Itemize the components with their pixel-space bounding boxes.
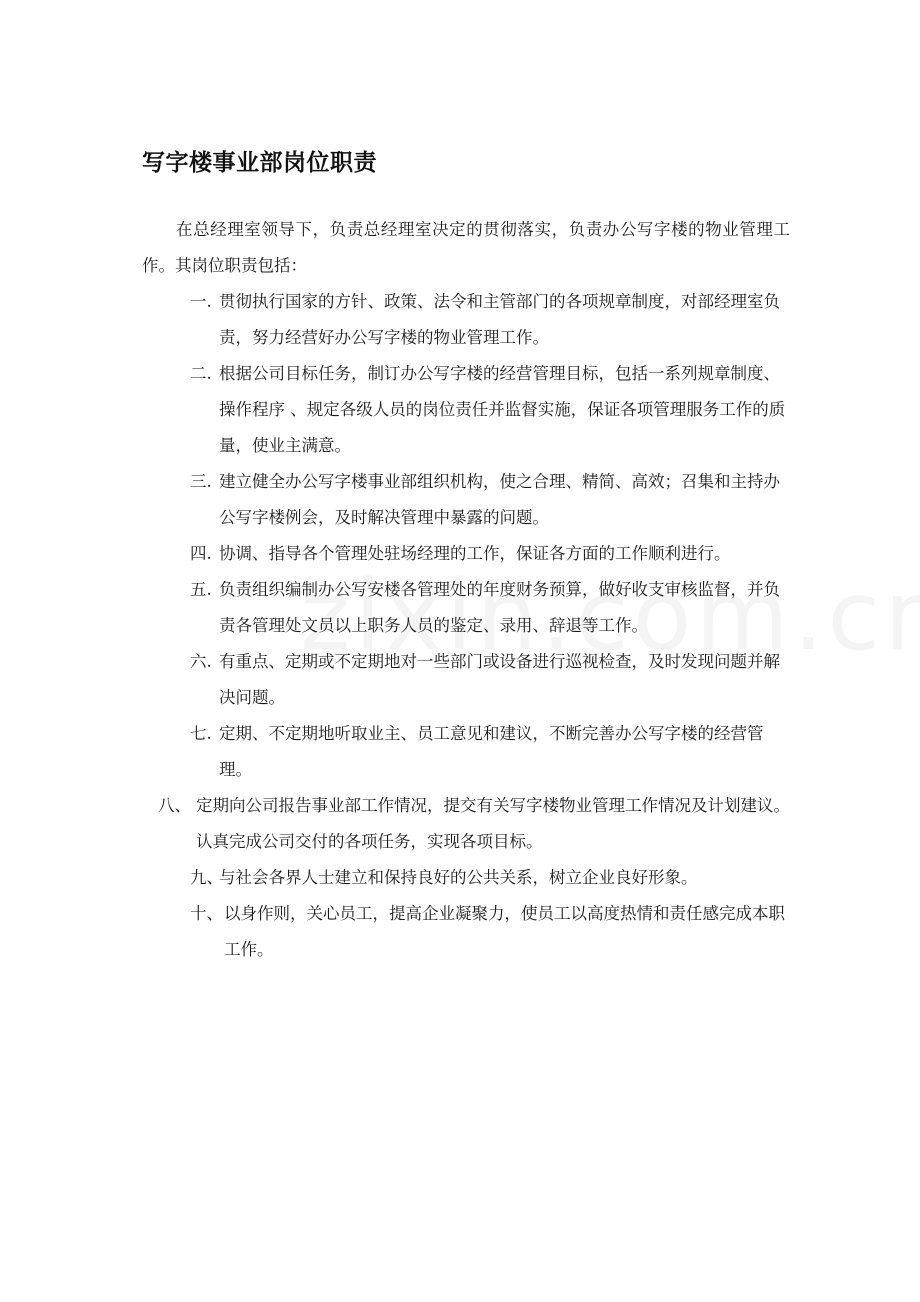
item-number: 十、 — [190, 904, 223, 923]
item-text — [190, 644, 790, 716]
list-item — [158, 788, 790, 860]
list-item — [190, 464, 790, 536]
item-text — [158, 788, 790, 860]
item-text-content: 根据公司目标任务，制订办公写字楼的经营管理目标，包括一系列规章制度、操作程序 、规定各级人员的岗位责任并监督实施，保证各项管理服务工作的质量，使业主满意。 — [219, 364, 786, 455]
item-text-content: 负责组织编制办公写安楼各管理处的年度财务预算，做好收支审核监督，并负责各管理处文员以上职务人员的鉴定、录用、辞退等工作。 — [219, 580, 780, 635]
list-item — [190, 536, 800, 572]
item-number: 九、 — [190, 868, 223, 887]
item-text-content: 定期向公司报告事业部工作情况，提交有关写字楼物业管理工作情况及计划建议。认真完成公司交付的各项任务，实现各项目标。 — [196, 796, 790, 851]
item-text — [190, 716, 790, 788]
item-text — [190, 572, 790, 644]
list-item — [190, 572, 790, 644]
item-text-content: 建立健全办公写字楼事业部组织机构，使之合理、精简、高效；召集和主持办公写字楼例会，及时解决管理中暴露的问题。 — [219, 472, 780, 527]
item-text-content: 以身作则，关心员工，提高企业凝聚力，使员工以高度热情和责任感完成本职工作。 — [224, 904, 785, 959]
item-text — [190, 464, 790, 536]
list-item — [190, 716, 790, 788]
item-text-content: 有重点、定期或不定期地对一些部门或设备进行巡视检查，及时发现问题并解决问题。 — [219, 652, 780, 707]
item-text — [190, 284, 790, 356]
item-text-content: 贯彻执行国家的方针、政策、法令和主管部门的各项规章制度，对部经理室负责，努力经营好办公写字楼的物业管理工作。 — [219, 292, 780, 347]
list-item — [190, 644, 790, 716]
item-number: 六. — [190, 652, 212, 671]
list-item — [190, 284, 790, 356]
item-number: 七. — [190, 724, 212, 743]
list-item — [190, 356, 790, 464]
list-item — [190, 860, 800, 896]
item-text-content: 协调、指导各个管理处驻场经理的工作，保证各方面的工作顺利进行。 — [219, 544, 731, 563]
intro-paragraph: 在总经理室领导下，负责总经理室决定的贯彻落实，负责办公写字楼的物业管理工作。其岗位职责包括： — [142, 220, 790, 275]
list-item — [190, 896, 790, 968]
item-text-content: 与社会各界人士建立和保持良好的公共关系，树立企业良好形象。 — [219, 868, 698, 887]
item-number: 二. — [190, 364, 212, 383]
item-number: 一. — [190, 292, 212, 311]
item-text — [190, 896, 790, 968]
item-text — [190, 860, 800, 896]
page-title: 写字楼事业部岗位职责 — [142, 150, 377, 176]
item-number: 八、 — [158, 796, 191, 815]
item-number: 三. — [190, 472, 212, 491]
item-text — [190, 536, 800, 572]
item-text-content: 定期、不定期地听取业主、员工意见和建议，不断完善办公写字楼的经营管理。 — [219, 724, 764, 779]
item-text — [190, 356, 790, 464]
item-number: 四. — [190, 544, 212, 563]
item-number: 五. — [190, 580, 212, 599]
